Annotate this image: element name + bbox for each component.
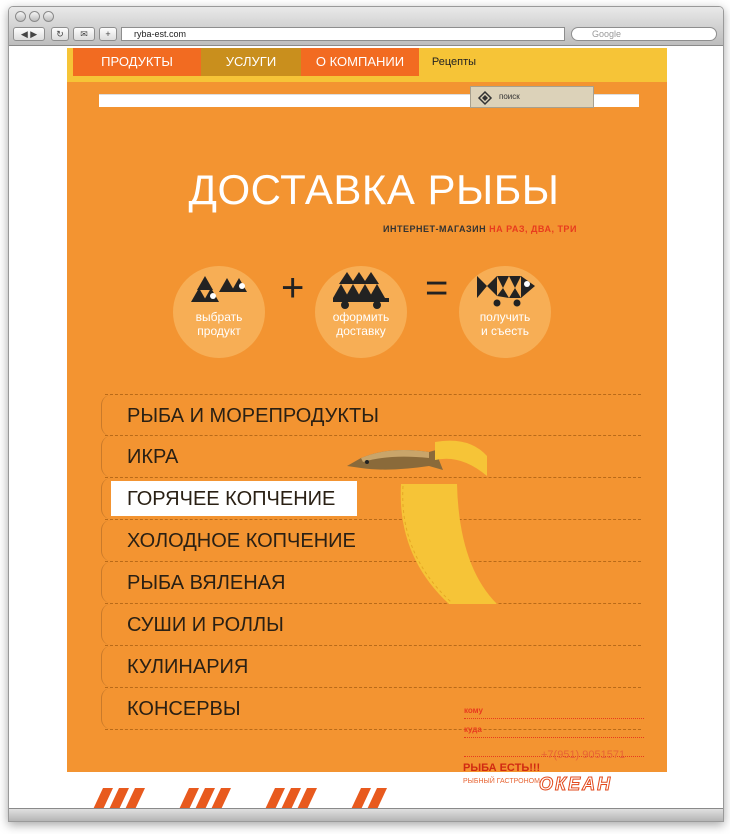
shop-subtitle: РЫБНЫЙ ГАСТРОНОМ — [463, 778, 540, 785]
menu-item-label: РЫБА ВЯЛЕНАЯ — [127, 572, 286, 594]
step1-line1: выбрать — [195, 310, 243, 324]
plus-sign: + — [281, 266, 305, 310]
menu-item-label: КОНСЕРВЫ — [127, 698, 241, 720]
where-label: куда — [464, 725, 482, 734]
to-label: кому — [464, 706, 483, 715]
menu-item-fish-seafood[interactable] — [105, 394, 641, 436]
step-receive-eat[interactable] — [459, 266, 551, 358]
zoom-window-button[interactable] — [43, 11, 54, 22]
search-tab[interactable] — [470, 86, 594, 108]
step1-line2: продукт — [197, 324, 241, 338]
where-line — [464, 725, 644, 738]
step2-line2: доставку — [336, 324, 386, 338]
tagline-prefix: ИНТЕРНЕТ-МАГАЗИН — [383, 224, 487, 234]
to-line — [464, 706, 644, 719]
step-arrange-delivery[interactable] — [315, 266, 407, 358]
page-title: ДОСТАВКА РЫБЫ — [188, 166, 560, 213]
menu-tab — [101, 604, 118, 645]
url-text: ryba-est.com — [134, 29, 187, 39]
browser-status-bar — [9, 808, 723, 821]
menu-item-label: СУШИ И РОЛЛЫ — [127, 614, 284, 636]
menu-tab — [101, 478, 118, 519]
fish-pair-icon — [189, 272, 249, 306]
menu-item-label: ГОРЯЧЕЕ КОПЧЕНИЕ — [127, 488, 336, 510]
tagline-highlight: НА РАЗ, ДВА, ТРИ — [489, 224, 577, 234]
fish-icon — [475, 272, 537, 308]
menu-tab — [101, 395, 118, 436]
address-bar[interactable] — [121, 27, 565, 41]
step3-label — [459, 310, 551, 338]
step3-line1: получить — [479, 310, 531, 324]
truck-icon — [329, 272, 393, 310]
equals-sign: = — [425, 266, 449, 310]
step2-line1: оформить — [332, 310, 390, 324]
page-content — [9, 46, 723, 821]
add-bookmark-button[interactable]: + — [99, 27, 117, 41]
nav-recipes[interactable]: Рецепты — [419, 48, 489, 76]
step3-line2: и съесть — [481, 324, 529, 338]
menu-tab — [101, 646, 118, 687]
browser-toolbar — [9, 7, 723, 46]
top-navigation — [73, 48, 657, 76]
phone-number: +7(951) 9051571 — [541, 749, 626, 761]
menu-tab — [101, 520, 118, 561]
search-tab-label: поиск — [499, 92, 520, 101]
search-icon — [477, 90, 493, 106]
browser-search-field[interactable] — [571, 27, 717, 41]
back-forward-buttons[interactable]: ◀ ▶ — [13, 27, 45, 41]
brand-logo: ОКЕАН — [539, 774, 613, 794]
menu-item-label: ИКРА — [127, 446, 179, 468]
reload-button[interactable]: ↻ — [51, 27, 69, 41]
search-placeholder: Google — [592, 29, 622, 39]
menu-item-label: РЫБА И МОРЕПРОДУКТЫ — [127, 405, 379, 427]
step2-label — [315, 310, 407, 338]
nav-services[interactable]: УСЛУГИ — [201, 48, 301, 76]
menu-tab — [101, 688, 118, 729]
tagline — [383, 224, 577, 234]
bookmark-icon[interactable]: ✉ — [73, 27, 95, 41]
menu-tab — [101, 436, 118, 477]
step-choose-product[interactable] — [173, 266, 265, 358]
minimize-window-button[interactable] — [29, 11, 40, 22]
nav-products[interactable]: ПРОДУКТЫ — [73, 48, 201, 76]
menu-item-culinary[interactable] — [105, 646, 641, 688]
menu-tab — [101, 562, 118, 603]
menu-item-label: КУЛИНАРИЯ — [127, 656, 249, 678]
step1-label — [173, 310, 265, 338]
nav-about[interactable]: О КОМПАНИИ — [301, 48, 419, 76]
slogan: РЫБА ЕСТЬ!!! — [463, 762, 541, 774]
close-window-button[interactable] — [15, 11, 26, 22]
menu-item-label: ХОЛОДНОЕ КОПЧЕНИЕ — [127, 530, 356, 552]
browser-window — [8, 6, 724, 822]
smoked-fish-image — [339, 436, 499, 616]
